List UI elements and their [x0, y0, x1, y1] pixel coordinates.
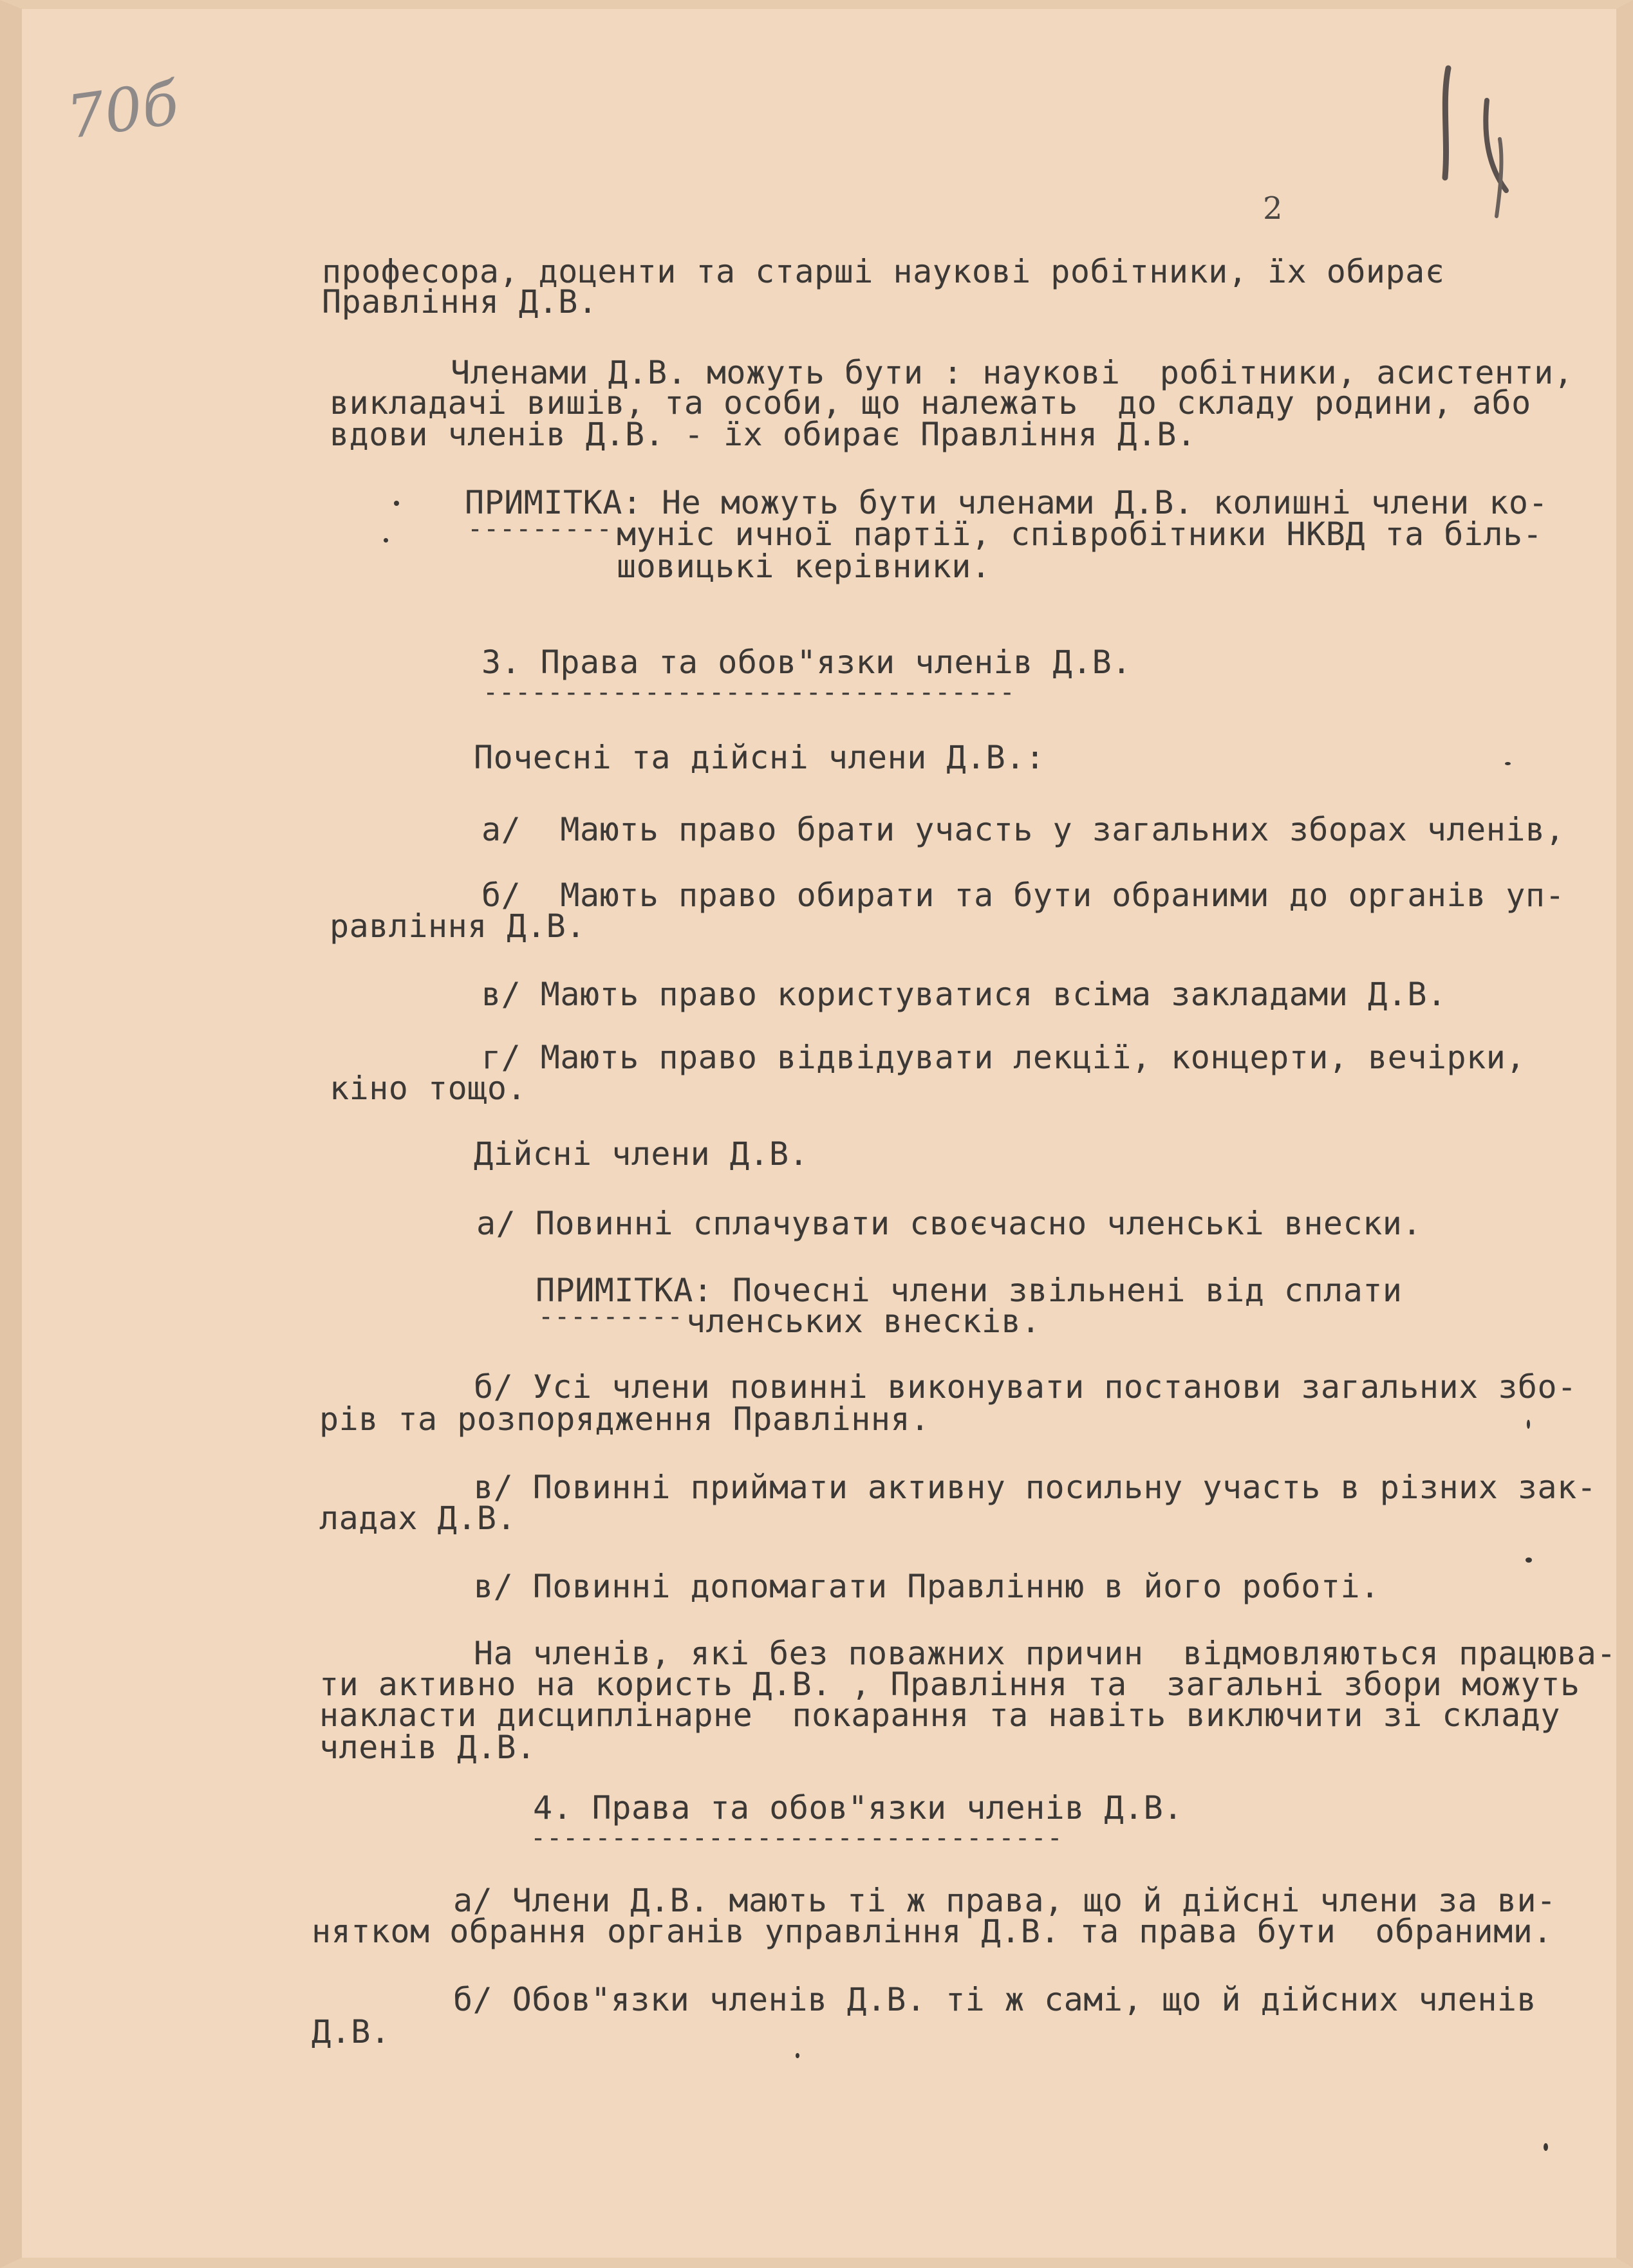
note-line: ПРИМІТКА: Почесні члени звільнені від сплати	[536, 1272, 1403, 1309]
text-line: ти активно на користь Д.В. , Правління та загальні збори можуть	[319, 1666, 1580, 1703]
paper-speck	[1527, 1420, 1530, 1429]
heading-underline: ---------------------------------	[483, 678, 1016, 707]
list-item: рів та розпорядження Правління.	[319, 1400, 930, 1438]
list-item: равління Д.В.	[330, 907, 586, 945]
paper-speck	[384, 538, 388, 543]
list-item: б/ Мають право обирати та бути обраними до органів уп-	[481, 877, 1565, 914]
section-heading: 4. Права та обов"язки членів Д.В.	[533, 1789, 1183, 1826]
paper-speck	[796, 2053, 799, 2058]
note-line: ПРИМІТКА: Не можуть бути членами Д.В. колишні члени ко-	[465, 484, 1549, 521]
list-item: в/ Мають право користуватися всіма закладами Д.В.	[481, 976, 1447, 1013]
archive-number: 70б	[62, 68, 183, 153]
text-line: Членами Д.В. можуть бути : наукові робітники, асистенти,	[451, 354, 1574, 391]
list-item: а/ Повинні сплачувати своєчасно членські внески.	[476, 1205, 1422, 1242]
text-line: викладачі вишів, та особи, що належать до складу родини, або	[330, 384, 1531, 422]
list-item: в/ Повинні допомагати Правлінню в його роботі.	[474, 1568, 1380, 1605]
paper-speck	[1544, 2143, 1548, 2151]
text-line: професора, доценти та старші наукові робітники, їх обирає	[322, 253, 1445, 290]
paper-speck	[394, 501, 399, 506]
note-underline: ---------	[467, 514, 613, 544]
text-line: На членів, які без поважних причин відмовляються працюва-	[474, 1635, 1616, 1672]
text-line: Почесні та дійсні члени Д.В.:	[474, 739, 1045, 776]
note-underline: ---------	[538, 1302, 684, 1332]
list-item: Д.В.	[312, 2013, 391, 2050]
text-line: Дійсні члени Д.В.	[474, 1135, 809, 1173]
list-item: г/ Мають право відвідувати лекції, концерти, вечірки,	[481, 1039, 1526, 1076]
list-item: а/ Члени Д.В. мають ті ж права, що й дійсні члени за ви-	[453, 1882, 1556, 1919]
list-item: нятком обрання органів управління Д.В. та права бути обраними.	[312, 1913, 1553, 1950]
paper-speck	[1526, 1557, 1532, 1563]
list-item: б/ Обов"язки членів Д.В. ті ж самі, що й дійсних членів	[453, 1981, 1537, 2018]
section-heading: 3. Права та обов"язки членів Д.В.	[481, 644, 1132, 681]
handwritten-mark-icon	[1423, 62, 1532, 223]
list-item: в/ Повинні приймати активну посильну участь в різних зак-	[474, 1469, 1597, 1506]
page-number: 2	[1263, 191, 1283, 227]
paper-speck	[1505, 762, 1511, 765]
list-item: а/ Мають право брати участь у загальних зборах членів,	[481, 811, 1565, 848]
list-item: кіно тощо.	[330, 1070, 527, 1107]
text-line: вдови членів Д.В. - їх обирає Правління Д.В.	[330, 416, 1197, 453]
text-line: Правління Д.В.	[322, 283, 598, 321]
text-line: накласти дисциплінарне покарання та навіть виключити зі складу	[319, 1696, 1560, 1734]
note-line: шовицькі керівники.	[617, 548, 991, 585]
list-item: б/ Усі члени повинні виконувати постанови загальних збо-	[474, 1368, 1577, 1406]
note-line: муніс ичної партії, співробітники НКВД та біль-	[617, 516, 1543, 553]
list-item: ладах Д.В.	[319, 1500, 517, 1537]
heading-underline: ---------------------------------	[530, 1823, 1063, 1853]
note-line: членських внесків.	[686, 1303, 1041, 1340]
text-line: членів Д.В.	[319, 1729, 536, 1766]
